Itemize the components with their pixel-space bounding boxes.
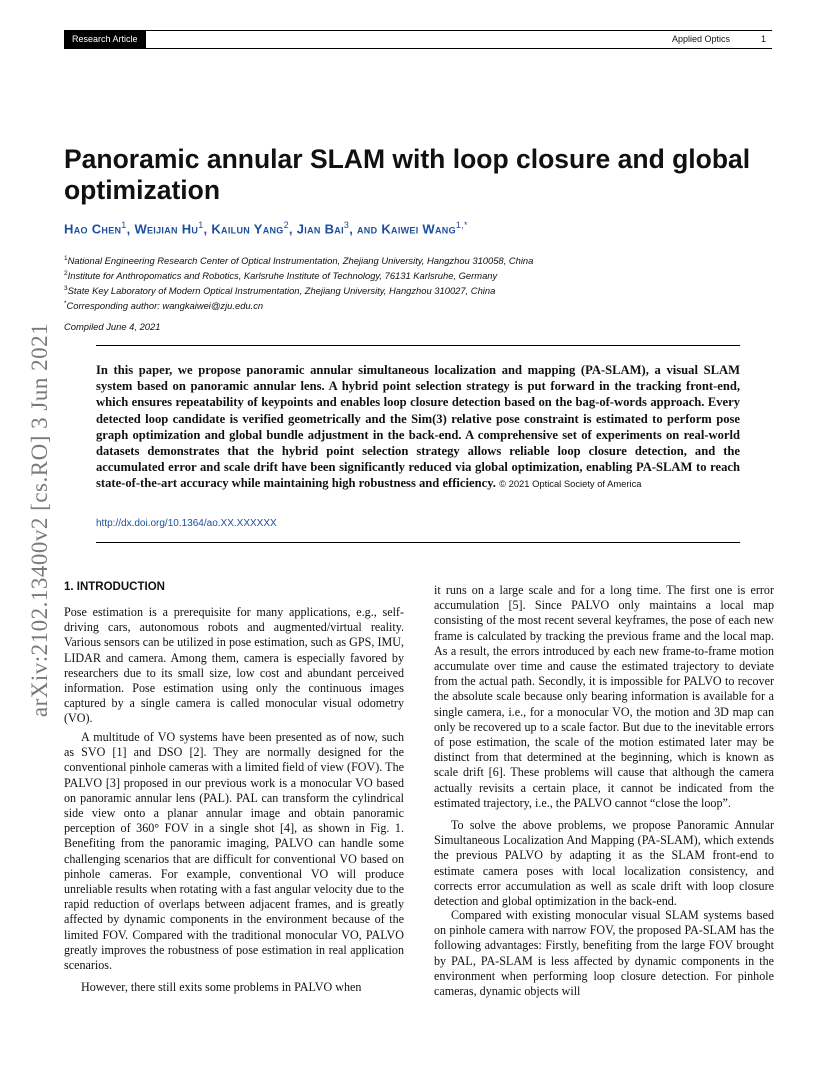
author-affiliation-mark: 1 [198, 220, 204, 230]
page-number: 1 [760, 34, 766, 44]
affiliation-line [64, 267, 533, 282]
author-separator: , [288, 221, 297, 237]
body-left-column-part-2 [64, 730, 404, 973]
affiliation-mark: 2 [64, 270, 68, 278]
author-affiliation-mark: 1,* [455, 220, 468, 230]
author-affiliation-mark: 3 [343, 220, 350, 230]
author-separator: , [203, 221, 212, 237]
body-right-column-part-2 [434, 818, 774, 909]
paragraph: it runs on a large scale and for a long time. The first one is error accumulation [5]. Since PALVO only maintains a local map consisting of the most recent several keyframes, the pose of each new frame is calculated by tracking the previous frame and the local map. As a result, the errors introduced by each new frame-to-frame motion accumulate over time and cause the estimated trajectory to deviate from the actual path. Secondly, it is impossible for PALVO to recover the absolute scale because only bearing information is available for a single camera, i.e., for a monocular VO, the motion and 3D map can only be recovered up to a scale factor. But due to the inevitable errors of pose estimation, the scale of the motion estimated later may be distinct from that determined at the beginning, which is known as scale drift [6]. These problems will cause that although the camera actually revisits a certain place, it cannot be indicated from the estimated trajectory, i.e., the PALVO cannot “close the loop”. [434, 583, 774, 810]
affiliation-text: State Key Laboratory of Modern Optical Instrumentation, Zhejiang University, Hangzhou 310027, China [67, 285, 496, 297]
paragraph: A multitude of VO systems have been presented as of now, such as SVO [1] and DSO [2]. They are normally designed for the conventional pinhole cameras with a limited field of view (FOV). The PALVO [3] proposed in our previous work is a monocular VO based on panoramic annular lens (PAL). PAL can transform the cylindrical side view onto a planar annular image and obtain panoramic perception of 360° FOV in a single shot [4], as shown in Fig. 1. Benefiting from the panoramic imaging, PALVO can handle some challenging scenarios that are difficult for conventional VO based on pinhole cameras. For example, conventional VO will produce unreliable results when rotating with a fast angular velocity due to the rapid reduction of overlaps between adjacent frames, and is greatly affected by dynamic components in the environment because of the limited FOV. Compared with the traditional monocular VO, PALVO greatly improves the robustness of pose estimation in real application scenarios. [64, 730, 404, 973]
author-name: Kaiwei Wang [381, 221, 456, 237]
journal-name: Applied Optics [671, 34, 730, 44]
author-separator: , [126, 221, 135, 237]
body-right-column-part-1 [434, 583, 774, 811]
affiliation-text: Corresponding author: wangkaiwei@zju.edu.cn [66, 300, 264, 312]
section-heading-introduction: 1. INTRODUCTION [64, 581, 165, 593]
author-name: Jian Bai [296, 221, 344, 237]
author-affiliation-mark: 2 [283, 220, 289, 230]
paragraph: To solve the above problems, we propose Panoramic Annular Simultaneous Localization And Mapping (PA-SLAM), which extends the previous PALVO by adapting it as the SLAM front-end to estimate camera poses with local localization consistency, and corrects error accumulation as well as scale drift with loop closure detection and global optimization in the back-end. [434, 818, 774, 909]
author-name: Kailun Yang [211, 221, 284, 237]
header-bar [64, 30, 772, 49]
affiliation-text: National Engineering Research Center of Optical Instrumentation, Zhejiang University, Hangzhou 310058, China [67, 255, 534, 267]
abstract-bottom-rule [96, 542, 740, 543]
compiled-date: Compiled June 4, 2021 [64, 321, 161, 332]
abstract-text: In this paper, we propose panoramic annular simultaneous localization and mapping (PA-SLAM), a visual SLAM system based on panoramic annular lens. A hybrid point selection strategy is put forward in the tracking front-end, which ensures repeatability of keypoints and enables loop closure detection based on the bag-of-words approach. Every detected loop candidate is verified geometrically and the Sim(3) relative pose constraint is estimated to perform pose graph optimization and global bundle adjustment in the back-end. A comprehensive set of experiments on real-world datasets demonstrates that the hybrid point selection strategy allows reliable loop closure detection, and the accumulated error and scale drift have been significantly reduced via global optimization, enabling PA-SLAM to reach state-of-the-art accuracy while maintaining high robustness and efficiency. [96, 363, 740, 491]
affiliation-mark: 3 [64, 285, 68, 293]
affiliation-mark: * [64, 300, 67, 308]
author-separator: , and [349, 221, 382, 237]
author-affiliation-mark: 1 [121, 220, 127, 230]
affiliations [64, 252, 533, 313]
affiliation-line [64, 297, 533, 312]
body-right-column-part-3 [434, 908, 774, 999]
abstract-top-rule [96, 345, 740, 346]
paper-title: Panoramic annular SLAM with loop closure and global optimization [64, 144, 751, 205]
affiliation-text: Institute for Anthropomatics and Robotics, Karlsruhe Institute of Technology, 76131 Karlsruhe, Germany [67, 270, 498, 282]
article-type-tag: Research Article [64, 30, 146, 49]
body-left-column-part-1 [64, 605, 404, 727]
affiliation-mark: 1 [64, 255, 68, 262]
paragraph: Compared with existing monocular visual SLAM systems based on pinhole camera with narrow FOV, the proposed PA-SLAM has the following advantages: Firstly, benefiting from the large FOV brought by PAL, PA-SLAM is less affected by dynamic components in the environment when performing loop closure detection. For pinhole cameras, dynamic objects will [434, 908, 774, 999]
author-list [64, 220, 468, 236]
affiliation-line [64, 252, 533, 267]
affiliation-line [64, 282, 533, 297]
paragraph: However, there still exits some problems in PALVO when [81, 980, 362, 994]
body-left-column-part-3 [64, 980, 404, 995]
paragraph: Pose estimation is a prerequisite for many applications, e.g., self-driving cars, autonomous robots and augmented/virtual reality. Various sensors can be utilized in pose estimation, such as GPS, IMU, LIDAR and camera. Among them, camera is especially favored by researchers due to its small size, low cost and abundant perceived information. Pose estimation using only the continuous images captured by a single camera is called monocular visual odometry (VO). [64, 605, 404, 726]
doi-link[interactable]: http://dx.doi.org/10.1364/ao.XX.XXXXXX [96, 518, 277, 529]
abstract [96, 362, 740, 493]
author-name: Weijian Hu [134, 221, 199, 237]
copyright-notice: © 2021 Optical Society of America [499, 478, 642, 490]
arxiv-stamp: arXiv:2102.13400v2 [cs.RO] 3 Jun 2021 [27, 322, 52, 718]
author-name: Hao Chen [64, 221, 122, 237]
